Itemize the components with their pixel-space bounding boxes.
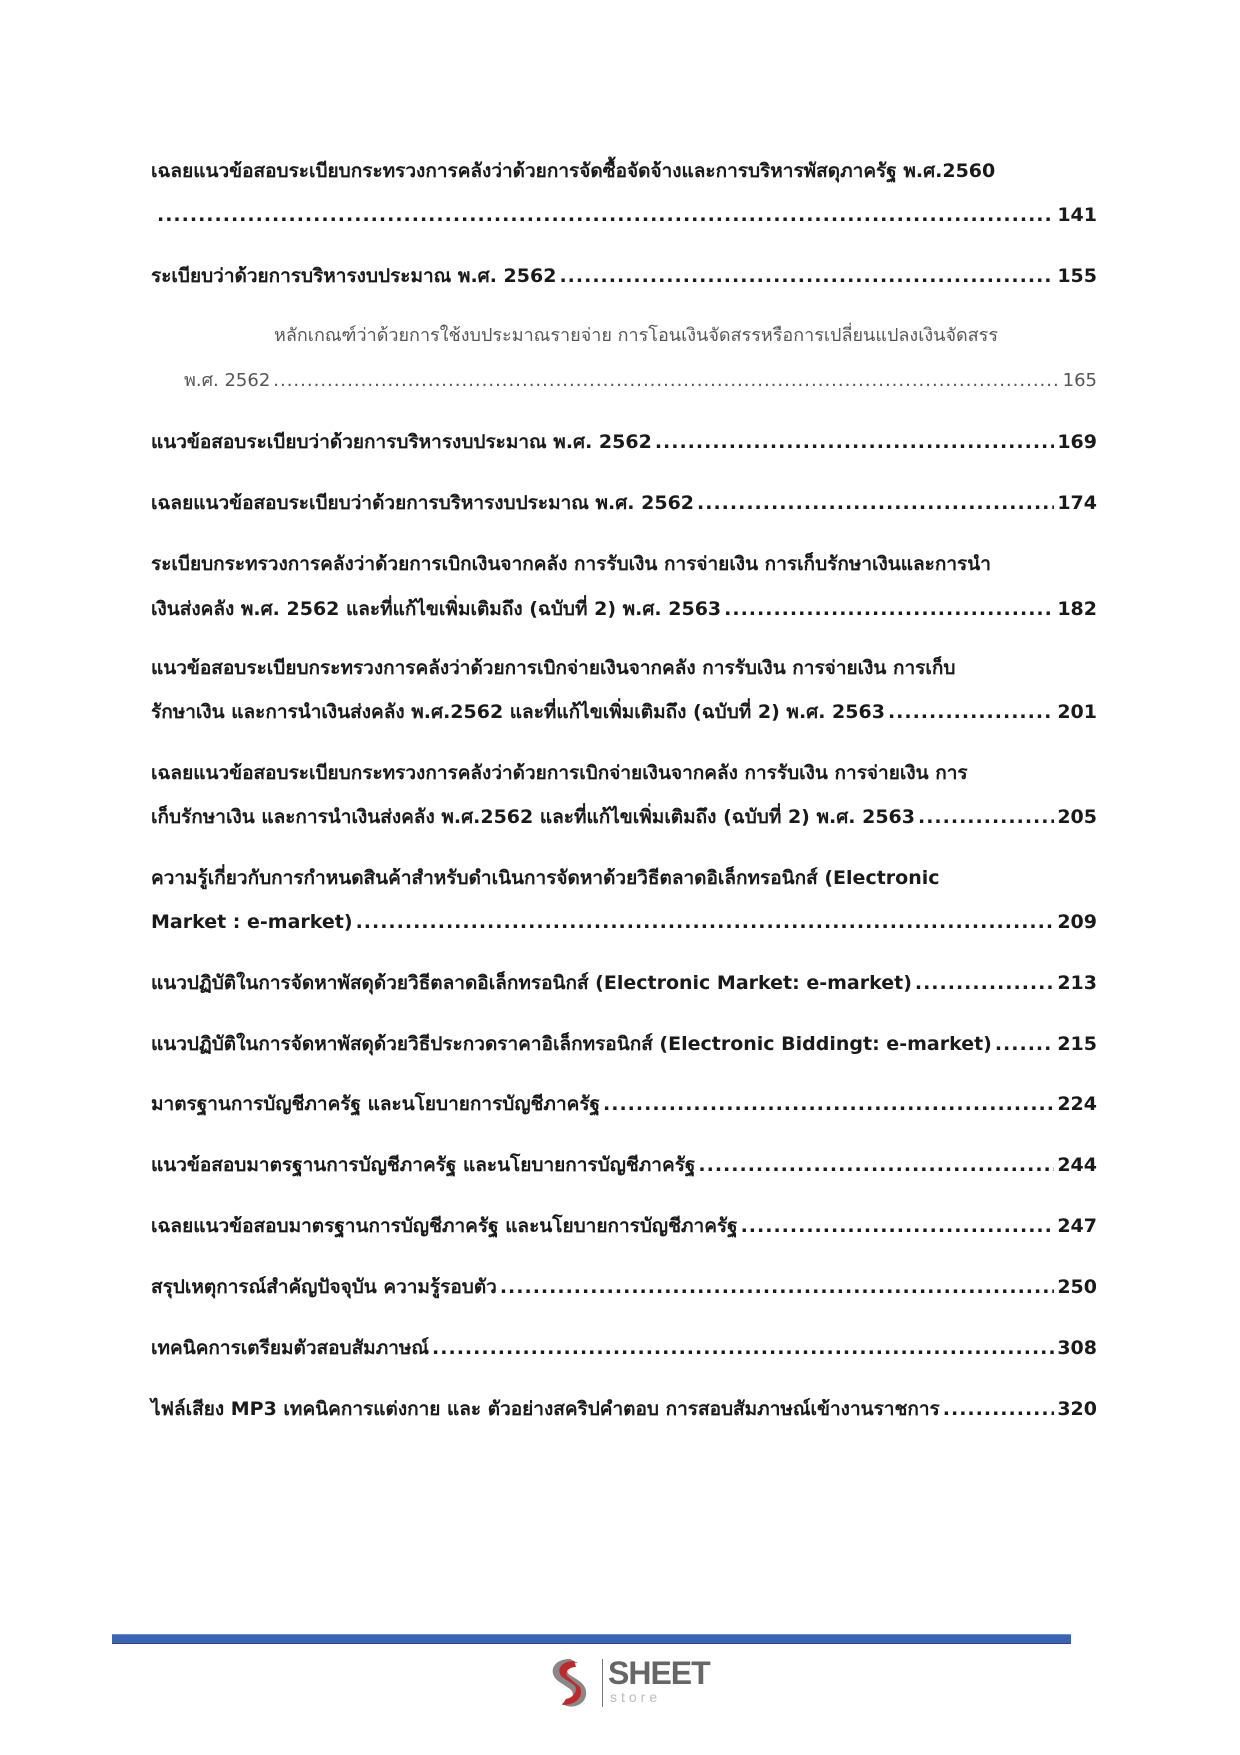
toc-entry[interactable] — [154, 201, 1097, 229]
dot-leader — [741, 1212, 1055, 1240]
toc-entry-title: สรุปเหตุการณ์สำคัญปัจจุบัน ความรู้รอบตัว — [151, 1276, 497, 1298]
logo-subword: store — [610, 1689, 662, 1705]
toc-page-number: 174 — [1057, 492, 1097, 514]
dot-leader — [698, 1151, 1054, 1179]
toc-entry-line[interactable] — [151, 157, 1097, 185]
toc-entry[interactable] — [151, 1030, 1097, 1058]
toc-entry-title: Market : e-market) — [151, 911, 353, 933]
toc-entry-title: แนวปฏิบัติในการจัดหาพัสดุด้วยวิธีประกวดราคาอิเล็กทรอนิกส์ (Electronic Biddingt: e-market) — [151, 1033, 992, 1055]
toc-entry-line[interactable] — [151, 864, 1097, 892]
toc-page-number: 247 — [1057, 1215, 1097, 1237]
dot-leader — [943, 1395, 1055, 1423]
toc-page-number: 201 — [1057, 701, 1097, 723]
toc-page-number: 224 — [1057, 1093, 1097, 1115]
toc-entry-line[interactable] — [151, 654, 1097, 682]
dot-leader — [724, 595, 1054, 623]
toc-page-number: 165 — [1062, 370, 1097, 391]
sheet-store-logo — [540, 1655, 720, 1711]
toc-entry-title: แนวปฏิบัติในการจัดหาพัสดุด้วยวิธีตลาดอิเล็กทรอนิกส์ (Electronic Market: e-market) — [151, 972, 912, 994]
dot-leader — [888, 698, 1054, 726]
toc-entry-title: ความรู้เกี่ยวกับการกำหนดสินค้าสำหรับดำเนินการจัดหาด้วยวิธีตลาดอิเล็กทรอนิกส์ (Electronic — [151, 867, 940, 889]
toc-entry-title: แนวข้อสอบระเบียบกระทรวงการคลังว่าด้วยการเบิกจ่ายเงินจากคลัง การรับเงิน การจ่ายเงิน การเก็บ — [151, 657, 956, 679]
toc-entry-title: เฉลยแนวข้อสอบระเบียบกระทรวงการคลังว่าด้วยการจัดซื้อจัดจ้างและการบริหารพัสดุภาครัฐ พ.ศ.2560 — [151, 160, 996, 182]
toc-entry-title: มาตรฐานการบัญชีภาครัฐ และนโยบายการบัญชีภาครัฐ — [151, 1093, 601, 1115]
dot-leader — [603, 1090, 1054, 1118]
toc-entry-title: เทคนิคการเตรียมตัวสอบสัมภาษณ์ — [151, 1337, 430, 1359]
toc-entry-title: หลักเกณฑ์ว่าด้วยการใช้งบประมาณรายจ่าย การโอนเงินจัดสรรหรือการเปลี่ยนแปลงเงินจัดสรร — [274, 325, 999, 346]
footer-divider — [112, 1634, 1071, 1644]
toc-entry-title: พ.ศ. 2562 — [184, 370, 271, 391]
dot-leader — [356, 908, 1055, 936]
toc-entry-title: ระเบียบกระทรวงการคลังว่าด้วยการเบิกเงินจากคลัง การรับเงิน การจ่ายเงิน การเก็บรักษาเงินและการนำ — [151, 553, 991, 575]
toc-entry-title: เฉลยแนวข้อสอบระเบียบว่าด้วยการบริหารงบประมาณ พ.ศ. 2562 — [151, 492, 695, 514]
sheet-store-s-icon — [540, 1655, 600, 1711]
toc-page-number: 250 — [1057, 1276, 1097, 1298]
toc-page-number: 155 — [1057, 265, 1097, 287]
toc-entry[interactable] — [151, 1334, 1097, 1362]
toc-entry[interactable] — [151, 428, 1097, 456]
toc-entry[interactable] — [151, 698, 1097, 726]
dot-leader — [915, 969, 1054, 997]
toc-entry[interactable] — [151, 1273, 1097, 1301]
toc-page-number: 213 — [1057, 972, 1097, 994]
toc-page-number: 320 — [1057, 1398, 1097, 1420]
toc-entry-title: เฉลยแนวข้อสอบระเบียบกระทรวงการคลังว่าด้วยการเบิกจ่ายเงินจากคลัง การรับเงิน การจ่ายเงิน การ — [151, 762, 968, 784]
dot-leader — [500, 1273, 1054, 1301]
toc-page-number: 205 — [1057, 806, 1097, 828]
logo-separator — [602, 1659, 603, 1707]
toc-entry[interactable] — [184, 367, 1097, 395]
dot-leader — [995, 1030, 1054, 1058]
toc-entry-title: แนวข้อสอบระเบียบว่าด้วยการบริหารงบประมาณ พ.ศ. 2562 — [151, 431, 652, 453]
toc-entry[interactable] — [151, 1090, 1097, 1118]
toc-entry[interactable] — [151, 262, 1097, 290]
toc-page-number: 141 — [1057, 204, 1097, 226]
logo-word: SHEET — [608, 1655, 710, 1691]
toc-entry-line[interactable] — [274, 322, 1097, 350]
toc-entry-title: เงินส่งคลัง พ.ศ. 2562 และที่แก้ไขเพิ่มเติมถึง (ฉบับที่ 2) พ.ศ. 2563 — [151, 598, 722, 620]
toc-page-number: 182 — [1057, 598, 1097, 620]
dot-leader — [559, 262, 1054, 290]
toc-entry[interactable] — [151, 908, 1097, 936]
dot-leader — [918, 803, 1054, 831]
toc-entry-title: ระเบียบว่าด้วยการบริหารงบประมาณ พ.ศ. 2562 — [151, 265, 557, 287]
toc-entry-title: เก็บรักษาเงิน และการนำเงินส่งคลัง พ.ศ.2562 และที่แก้ไขเพิ่มเติมถึง (ฉบับที่ 2) พ.ศ. 2563 — [151, 806, 915, 828]
dot-leader — [697, 489, 1054, 517]
dot-leader — [273, 367, 1059, 395]
toc-entry-title: เฉลยแนวข้อสอบมาตรฐานการบัญชีภาครัฐ และนโยบายการบัญชีภาครัฐ — [151, 1215, 738, 1237]
toc-entry[interactable] — [151, 489, 1097, 517]
toc-entry[interactable] — [151, 1395, 1097, 1423]
toc-entry-title: ไฟล์เสียง MP3 เทคนิคการแต่งกาย และ ตัวอย่างสคริปคำตอบ การสอบสัมภาษณ์เข้างานราชการ — [151, 1398, 940, 1420]
dot-leader — [432, 1334, 1054, 1362]
toc-entry-title: แนวข้อสอบมาตรฐานการบัญชีภาครัฐ และนโยบายการบัญชีภาครัฐ — [151, 1154, 696, 1176]
toc-page-number: 215 — [1057, 1033, 1097, 1055]
toc-page-number: 244 — [1057, 1154, 1097, 1176]
toc-entry[interactable] — [151, 803, 1097, 831]
toc-entry-line[interactable] — [151, 550, 1097, 578]
toc-entry-line[interactable] — [151, 759, 1097, 787]
toc-entry[interactable] — [151, 969, 1097, 997]
toc-entry[interactable] — [151, 1151, 1097, 1179]
toc-page-number: 308 — [1057, 1337, 1097, 1359]
dot-leader — [655, 428, 1055, 456]
dot-leader — [157, 201, 1054, 229]
toc-entry-title: รักษาเงิน และการนำเงินส่งคลัง พ.ศ.2562 และที่แก้ไขเพิ่มเติมถึง (ฉบับที่ 2) พ.ศ. 2563 — [151, 701, 885, 723]
toc-page-number: 209 — [1057, 911, 1097, 933]
toc-page-number: 169 — [1057, 431, 1097, 453]
toc-entry[interactable] — [151, 1212, 1097, 1240]
toc-entry[interactable] — [151, 595, 1097, 623]
